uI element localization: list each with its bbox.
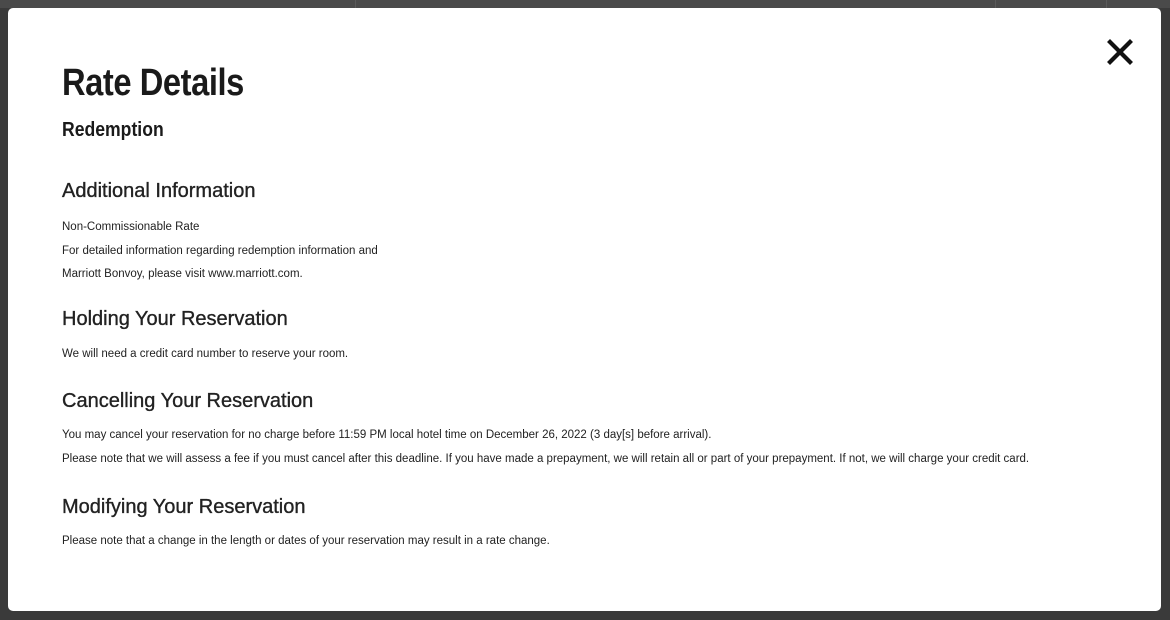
background-divider [995,0,996,8]
section-body [62,343,348,367]
background-divider [355,0,356,8]
section-text-line: Non-Commissionable Rate [62,221,200,233]
section-additional-information [62,178,378,287]
section-body [62,424,1029,471]
section-text-line: Please note that we will assess a fee if you must cancel after this deadline. If you have made a prepayment, we will retain all or part of your prepayment. If not, we will charge your credit card. [62,452,1030,465]
section-heading: Holding Your Reservation [62,308,288,330]
background-page-strip [0,0,1170,8]
background-divider [1106,0,1107,8]
section-holding-reservation [62,306,348,367]
section-text-line: Please note that a change in the length or dates of your reservation may result in a rate change. [62,535,550,547]
section-heading: Cancelling Your Reservation [62,390,314,412]
section-heading: Additional Information [62,180,256,202]
section-body [62,216,378,287]
modal-content [62,60,1122,547]
section-cancelling-reservation [62,388,1029,471]
section-heading: Modifying Your Reservation [62,496,306,518]
rate-details-modal [8,8,1161,611]
section-text-line: Marriott Bonvoy, please visit www.marriott.com. [62,268,303,280]
rate-type-subtitle: Redemption [62,119,164,141]
page-title: Rate Details [62,62,244,104]
section-body [62,530,550,554]
section-text-line: You may cancel your reservation for no charge before 11:59 PM local hotel time on December 26, 2022 (3 day[s] before arrival). [62,429,712,441]
section-text-line: For detailed information regarding redemption information and [62,244,378,257]
section-modifying-reservation [62,494,550,554]
section-text-line: We will need a credit card number to reserve your room. [62,348,349,360]
